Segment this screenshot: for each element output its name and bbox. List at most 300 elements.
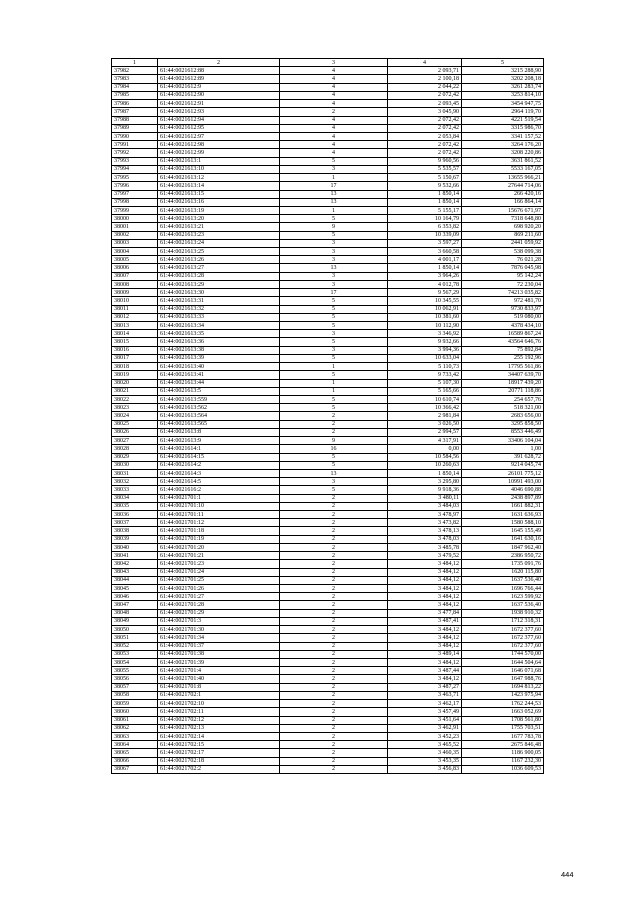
cadastral-number-cell: 61:44:0021702:15 (158, 741, 280, 749)
cadastral-number-cell: 61:44:0021612:93 (158, 108, 280, 116)
row-number-cell: 37984 (112, 83, 158, 91)
row-number-cell: 37990 (112, 132, 158, 140)
rate-cell: 3 456,83 (388, 765, 462, 773)
cadastral-number-cell: 61:44:0021701:30 (158, 626, 280, 634)
row-number-cell: 38017 (112, 354, 158, 362)
table-row (112, 494, 544, 502)
row-number-cell: 38039 (112, 535, 158, 543)
row-number-cell: 38067 (112, 765, 158, 773)
cadastral-number-cell: 61:44:0021701:3 (158, 617, 280, 625)
cadastral-number-cell: 61:44:0021701:8 (158, 683, 280, 691)
group-cell: 5 (280, 338, 388, 346)
row-number-cell: 37991 (112, 141, 158, 149)
value-cell: 518 321,00 (462, 404, 544, 412)
value-cell: 1,00 (462, 445, 544, 453)
row-number-cell: 38000 (112, 215, 158, 223)
cadastral-number-cell: 61:44:0021612:88 (158, 67, 280, 75)
table-row (112, 749, 544, 757)
row-number-cell: 38042 (112, 560, 158, 568)
group-cell: 2 (280, 732, 388, 740)
group-cell: 5 (280, 395, 388, 403)
cadastral-number-cell: 61:44:0021701:12 (158, 519, 280, 527)
group-cell: 2 (280, 502, 388, 510)
cadastral-number-cell: 61:44:0021613:564 (158, 412, 280, 420)
value-cell: 95 142,24 (462, 272, 544, 280)
group-cell: 5 (280, 322, 388, 330)
cadastral-number-cell: 61:44:0021613:27 (158, 264, 280, 272)
table-row (112, 708, 544, 716)
group-cell: 2 (280, 667, 388, 675)
value-cell: 1696 766,44 (462, 585, 544, 593)
value-cell: 75 892,84 (462, 346, 544, 354)
rate-cell: 3 484,12 (388, 626, 462, 634)
group-cell: 2 (280, 642, 388, 650)
rate-cell: 1 850,14 (388, 469, 462, 477)
group-cell: 2 (280, 765, 388, 773)
table-row (112, 486, 544, 494)
value-cell: 2441 059,92 (462, 239, 544, 247)
cadastral-number-cell: 61:44:0021613:36 (158, 338, 280, 346)
row-number-cell: 38006 (112, 264, 158, 272)
value-cell: 3215 288,90 (462, 67, 544, 75)
rate-cell: 0,00 (388, 445, 462, 453)
rate-cell: 5 110,73 (388, 363, 462, 371)
group-cell: 1 (280, 363, 388, 371)
row-number-cell: 38031 (112, 469, 158, 477)
table-row (112, 691, 544, 699)
row-number-cell: 38036 (112, 511, 158, 519)
value-cell: 2675 846,48 (462, 741, 544, 749)
rate-cell: 3 484,12 (388, 593, 462, 601)
row-number-cell: 38020 (112, 379, 158, 387)
value-cell: 34407 639,70 (462, 371, 544, 379)
value-cell: 17795 561,86 (462, 363, 544, 371)
row-number-cell: 37996 (112, 182, 158, 190)
cadastral-number-cell: 61:44:0021613:34 (158, 322, 280, 330)
group-cell: 2 (280, 691, 388, 699)
value-cell: 2438 897,89 (462, 494, 544, 502)
table-row (112, 174, 544, 182)
value-cell: 391 628,72 (462, 453, 544, 461)
cadastral-number-cell: 61:44:0021701:26 (158, 585, 280, 593)
value-cell: 1580 588,10 (462, 519, 544, 527)
group-cell: 3 (280, 239, 388, 247)
cadastral-number-cell: 61:44:0021613:40 (158, 363, 280, 371)
table-row (112, 108, 544, 116)
row-number-cell: 38011 (112, 305, 158, 313)
value-cell: 698 920,20 (462, 223, 544, 231)
cadastral-number-cell: 61:44:0021613:15 (158, 190, 280, 198)
row-number-cell: 38025 (112, 420, 158, 428)
group-cell: 4 (280, 124, 388, 132)
group-cell: 2 (280, 543, 388, 551)
cadastral-number-cell: 61:44:0021612:98 (158, 141, 280, 149)
group-cell: 2 (280, 609, 388, 617)
rate-cell: 3 489,14 (388, 650, 462, 658)
table-row (112, 116, 544, 124)
cadastral-number-cell: 61:44:0021616:2 (158, 486, 280, 494)
row-number-cell: 38065 (112, 749, 158, 757)
rate-cell: 3 485,78 (388, 543, 462, 551)
rate-cell: 2 981,84 (388, 412, 462, 420)
table-row (112, 617, 544, 625)
cadastral-number-cell: 61:44:0021614:5 (158, 478, 280, 486)
row-number-cell: 38001 (112, 223, 158, 231)
rate-cell: 3 487,44 (388, 667, 462, 675)
rate-cell: 3 484,03 (388, 502, 462, 510)
group-cell: 2 (280, 617, 388, 625)
rate-cell: 3 478,13 (388, 527, 462, 535)
rate-cell: 9 918,36 (388, 486, 462, 494)
group-cell: 2 (280, 511, 388, 519)
row-number-cell: 38032 (112, 478, 158, 486)
table-row (112, 724, 544, 732)
group-cell: 2 (280, 412, 388, 420)
table-row (112, 289, 544, 297)
table-row (112, 239, 544, 247)
cadastral-number-cell: 61:44:0021701:34 (158, 634, 280, 642)
table-row (112, 437, 544, 445)
value-cell: 3341 157,52 (462, 132, 544, 140)
value-cell: 254 657,76 (462, 395, 544, 403)
table-row (112, 141, 544, 149)
rate-cell: 3 463,71 (388, 691, 462, 699)
group-cell: 4 (280, 116, 388, 124)
table-row (112, 626, 544, 634)
cadastral-number-cell: 61:44:0021702:2 (158, 765, 280, 773)
cadastral-number-cell: 61:44:0021613:30 (158, 289, 280, 297)
rate-cell: 3 478,97 (388, 511, 462, 519)
rate-cell: 2 072,42 (388, 116, 462, 124)
value-cell: 27644 714,06 (462, 182, 544, 190)
group-cell: 2 (280, 634, 388, 642)
group-cell: 5 (280, 404, 388, 412)
table-row (112, 395, 544, 403)
rate-cell: 5 150,67 (388, 174, 462, 182)
table-row (112, 363, 544, 371)
table-row (112, 198, 544, 206)
value-cell: 20771 118,86 (462, 387, 544, 395)
value-cell: 3315 986,70 (462, 124, 544, 132)
table-row (112, 445, 544, 453)
value-cell: 1938 910,32 (462, 609, 544, 617)
cadastral-number-cell: 61:44:0021701:1 (158, 494, 280, 502)
rate-cell: 3 457,49 (388, 708, 462, 716)
table-row (112, 700, 544, 708)
group-cell: 2 (280, 494, 388, 502)
row-number-cell: 38041 (112, 552, 158, 560)
rate-cell: 2 994,57 (388, 428, 462, 436)
page-number: 444 (561, 870, 574, 879)
group-cell: 16 (280, 445, 388, 453)
cadastral-number-cell: 61:44:0021613:1 (158, 157, 280, 165)
row-number-cell: 38014 (112, 330, 158, 338)
value-cell: 3631 861,52 (462, 157, 544, 165)
table-row (112, 83, 544, 91)
value-cell: 519 080,00 (462, 313, 544, 321)
rate-cell: 4 001,17 (388, 256, 462, 264)
group-cell: 2 (280, 519, 388, 527)
table-row (112, 322, 544, 330)
value-cell: 9214 045,74 (462, 461, 544, 469)
row-number-cell: 38026 (112, 428, 158, 436)
group-cell: 5 (280, 486, 388, 494)
cadastral-number-cell: 61:44:0021701:24 (158, 568, 280, 576)
group-cell: 4 (280, 67, 388, 75)
table-row (112, 428, 544, 436)
group-cell: 5 (280, 297, 388, 305)
table-row (112, 478, 544, 486)
row-number-cell: 38066 (112, 757, 158, 765)
rate-cell: 5 107,30 (388, 379, 462, 387)
cadastral-number-cell: 61:44:0021612:90 (158, 91, 280, 99)
group-cell: 5 (280, 305, 388, 313)
rate-cell: 1 850,14 (388, 198, 462, 206)
rate-cell: 2 072,42 (388, 149, 462, 157)
row-number-cell: 38047 (112, 601, 158, 609)
table-row (112, 190, 544, 198)
row-number-cell: 38022 (112, 395, 158, 403)
group-cell: 5 (280, 371, 388, 379)
table-row (112, 313, 544, 321)
table-row (112, 502, 544, 510)
value-cell: 1762 244,53 (462, 700, 544, 708)
row-number-cell: 38050 (112, 626, 158, 634)
value-cell: 7318 648,80 (462, 215, 544, 223)
cadastral-number-cell: 61:44:0021702:10 (158, 700, 280, 708)
row-number-cell: 38058 (112, 691, 158, 699)
rate-cell: 3 484,12 (388, 675, 462, 683)
value-cell: 1623 599,92 (462, 593, 544, 601)
row-number-cell: 38035 (112, 502, 158, 510)
value-cell: 1672 377,60 (462, 626, 544, 634)
value-cell: 3202 208,18 (462, 75, 544, 83)
value-cell: 2683 656,00 (462, 412, 544, 420)
table-row (112, 354, 544, 362)
rate-cell: 3 452,23 (388, 732, 462, 740)
table-row (112, 527, 544, 535)
value-cell: 1694 813,22 (462, 683, 544, 691)
rate-cell: 3 480,11 (388, 494, 462, 502)
group-cell: 4 (280, 149, 388, 157)
value-cell: 1423 975,94 (462, 691, 544, 699)
cadastral-number-cell: 61:44:0021612:99 (158, 149, 280, 157)
data-table (111, 58, 544, 774)
table-row (112, 461, 544, 469)
group-cell: 13 (280, 469, 388, 477)
table-row (112, 535, 544, 543)
group-cell: 13 (280, 198, 388, 206)
value-cell: 1641 630,16 (462, 535, 544, 543)
rate-cell: 5 165,66 (388, 387, 462, 395)
group-cell: 2 (280, 741, 388, 749)
value-cell: 13655 966,21 (462, 174, 544, 182)
row-number-cell: 38038 (112, 527, 158, 535)
cadastral-number-cell: 61:44:0021702:12 (158, 716, 280, 724)
table-row (112, 757, 544, 765)
value-cell: 9730 833,97 (462, 305, 544, 313)
value-cell: 1637 536,40 (462, 576, 544, 584)
row-number-cell: 38060 (112, 708, 158, 716)
rate-cell: 3 964,26 (388, 272, 462, 280)
rate-cell: 2 053,84 (388, 132, 462, 140)
table-row (112, 593, 544, 601)
value-cell: 5533 167,05 (462, 165, 544, 173)
rate-cell: 9 960,56 (388, 157, 462, 165)
group-cell: 2 (280, 585, 388, 593)
table-row (112, 264, 544, 272)
value-cell: 4378 434,10 (462, 322, 544, 330)
group-cell: 5 (280, 215, 388, 223)
rate-cell: 3 597,27 (388, 239, 462, 247)
group-cell: 2 (280, 675, 388, 683)
cadastral-number-cell: 61:44:0021613:33 (158, 313, 280, 321)
table-row (112, 231, 544, 239)
value-cell: 3295 858,50 (462, 420, 544, 428)
row-number-cell: 38048 (112, 609, 158, 617)
rate-cell: 10 610,74 (388, 395, 462, 403)
row-number-cell: 38021 (112, 387, 158, 395)
table-row (112, 560, 544, 568)
table-row (112, 305, 544, 313)
table-row (112, 280, 544, 288)
table-row (112, 149, 544, 157)
group-cell: 5 (280, 453, 388, 461)
rate-cell: 3 026,50 (388, 420, 462, 428)
column-header-4: 4 (388, 59, 462, 67)
value-cell: 1661 882,31 (462, 502, 544, 510)
value-cell: 972 481,70 (462, 297, 544, 305)
row-number-cell: 37985 (112, 91, 158, 99)
value-cell: 18917 439,20 (462, 379, 544, 387)
rate-cell: 2 072,42 (388, 91, 462, 99)
value-cell: 1167 232,30 (462, 757, 544, 765)
table-row (112, 91, 544, 99)
value-cell: 1637 536,40 (462, 601, 544, 609)
cadastral-number-cell: 61:44:0021701:27 (158, 593, 280, 601)
row-number-cell: 38004 (112, 248, 158, 256)
row-number-cell: 38056 (112, 675, 158, 683)
row-number-cell: 38008 (112, 280, 158, 288)
value-cell: 4221 519,54 (462, 116, 544, 124)
row-number-cell: 38027 (112, 437, 158, 445)
cadastral-number-cell: 61:44:0021613:12 (158, 174, 280, 182)
group-cell: 2 (280, 658, 388, 666)
row-number-cell: 38016 (112, 346, 158, 354)
cadastral-number-cell: 61:44:0021613:32 (158, 305, 280, 313)
value-cell: 3253 814,10 (462, 91, 544, 99)
value-cell: 1663 052,69 (462, 708, 544, 716)
column-header-2: 2 (158, 59, 280, 67)
group-cell: 2 (280, 601, 388, 609)
row-number-cell: 38049 (112, 617, 158, 625)
value-cell: 1847 962,40 (462, 543, 544, 551)
cadastral-number-cell: 61:44:0021613:19 (158, 206, 280, 214)
rate-cell: 3 477,84 (388, 609, 462, 617)
cadastral-number-cell: 61:44:0021613:5 (158, 387, 280, 395)
rate-cell: 5 155,17 (388, 206, 462, 214)
rate-cell: 10 633,04 (388, 354, 462, 362)
value-cell: 166 864,14 (462, 198, 544, 206)
table-row (112, 256, 544, 264)
table-row (112, 642, 544, 650)
cadastral-number-cell: 61:44:0021613:21 (158, 223, 280, 231)
table-row (112, 215, 544, 223)
rate-cell: 3 295,80 (388, 478, 462, 486)
value-cell: 1735 091,76 (462, 560, 544, 568)
value-cell: 26101 775,12 (462, 469, 544, 477)
row-number-cell: 38023 (112, 404, 158, 412)
cadastral-number-cell: 61:44:0021613:20 (158, 215, 280, 223)
cadastral-number-cell: 61:44:0021613:44 (158, 379, 280, 387)
value-cell: 1186 900,05 (462, 749, 544, 757)
group-cell: 3 (280, 280, 388, 288)
group-cell: 3 (280, 330, 388, 338)
cadastral-number-cell: 61:44:0021614:1 (158, 445, 280, 453)
cadastral-number-cell: 61:44:0021702:13 (158, 724, 280, 732)
row-number-cell: 38064 (112, 741, 158, 749)
rate-cell: 3 045,90 (388, 108, 462, 116)
row-number-cell: 37999 (112, 206, 158, 214)
group-cell: 2 (280, 749, 388, 757)
cadastral-number-cell: 61:44:0021701:20 (158, 543, 280, 551)
group-cell: 2 (280, 650, 388, 658)
row-number-cell: 38044 (112, 576, 158, 584)
group-cell: 5 (280, 354, 388, 362)
cadastral-number-cell: 61:44:0021613:38 (158, 346, 280, 354)
rate-cell: 4 317,91 (388, 437, 462, 445)
rate-cell: 2 044,22 (388, 83, 462, 91)
group-cell: 2 (280, 108, 388, 116)
group-cell: 4 (280, 141, 388, 149)
rate-cell: 10 339,09 (388, 231, 462, 239)
table-row (112, 379, 544, 387)
row-number-cell: 38061 (112, 716, 158, 724)
rate-cell: 3 484,12 (388, 576, 462, 584)
row-number-cell: 37986 (112, 100, 158, 108)
table-row (112, 585, 544, 593)
value-cell: 15676 671,97 (462, 206, 544, 214)
cadastral-number-cell: 61:44:0021613:23 (158, 231, 280, 239)
table-body (112, 67, 544, 774)
table-row (112, 552, 544, 560)
table-row (112, 519, 544, 527)
row-number-cell: 38063 (112, 732, 158, 740)
row-number-cell: 38028 (112, 445, 158, 453)
row-number-cell: 38009 (112, 289, 158, 297)
group-cell: 3 (280, 272, 388, 280)
cadastral-number-cell: 61:44:0021613:565 (158, 420, 280, 428)
row-number-cell: 37994 (112, 165, 158, 173)
cadastral-number-cell: 61:44:0021613:16 (158, 198, 280, 206)
rate-cell: 3 462,91 (388, 724, 462, 732)
value-cell: 74213 035,82 (462, 289, 544, 297)
cadastral-number-cell: 61:44:0021701:40 (158, 675, 280, 683)
group-cell: 2 (280, 683, 388, 691)
row-number-cell: 37987 (112, 108, 158, 116)
value-cell: 72 230,04 (462, 280, 544, 288)
row-number-cell: 38054 (112, 658, 158, 666)
row-number-cell: 37983 (112, 75, 158, 83)
table-row (112, 346, 544, 354)
group-cell: 2 (280, 716, 388, 724)
cadastral-number-cell: 61:44:0021701:10 (158, 502, 280, 510)
group-cell: 2 (280, 593, 388, 601)
row-number-cell: 38059 (112, 700, 158, 708)
table-row (112, 741, 544, 749)
table-row (112, 650, 544, 658)
row-number-cell: 38055 (112, 667, 158, 675)
